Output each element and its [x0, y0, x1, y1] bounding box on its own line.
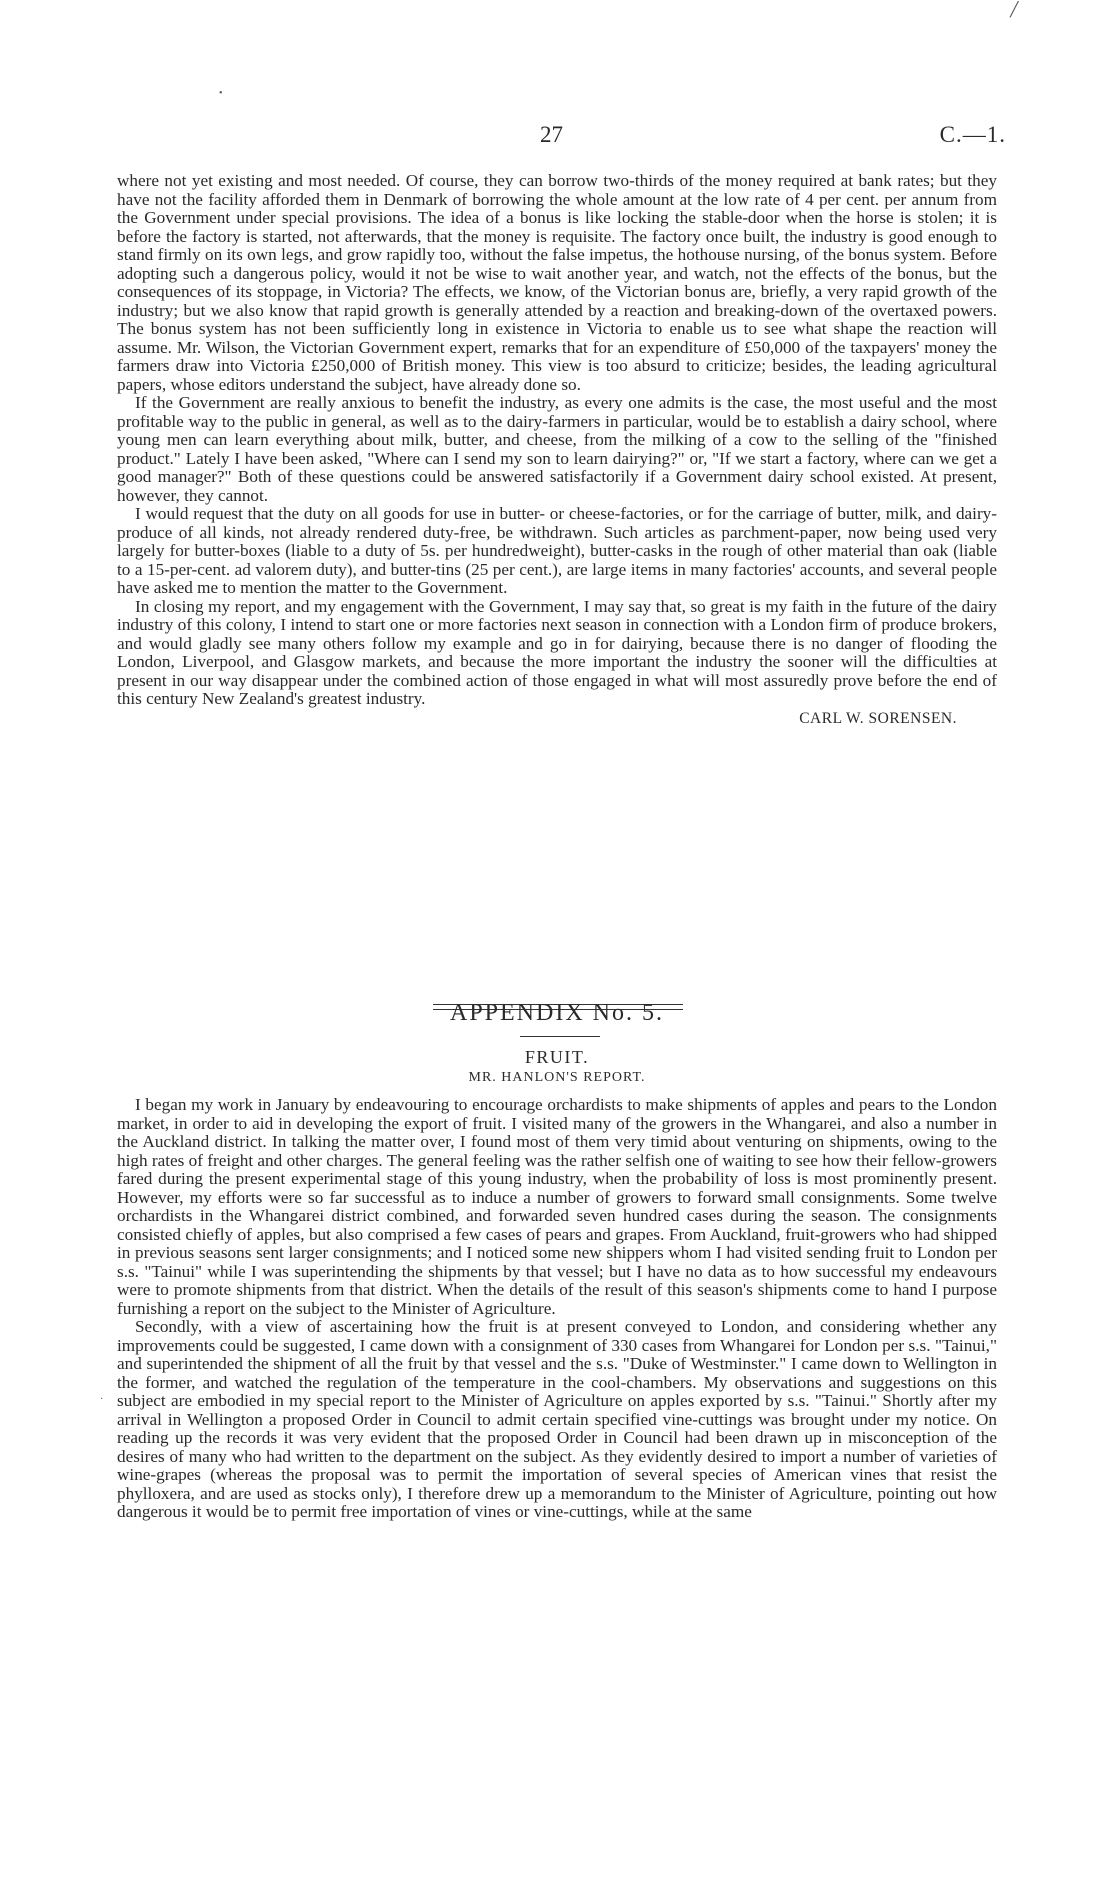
report-title: MR. HANLON'S REPORT. [468, 1070, 646, 1085]
paragraph: Secondly, with a view of ascertaining how the fruit is at present conveyed to London, and considering whether any improvements could be suggested, I came down with a consignment of 330 cases from Whangarei for London per s.s. "Tainui," and superintended the shipment of all the fruit by that vessel and the s.s. "Duke of Westminster." I came down to Wellington in the former, and watched the regulation of the temperature in the cool-chambers. My observations and suggestions on this subject are embodied in my special report to the Minister of Agriculture on apples exported by s.s. "Tainui." Shortly after my arrival in Wellington a proposed Order in Council to admit certain specified vine-cuttings was brought under my notice. On reading up the records it was very evident that the proposed Order in Council had been drawn up in misconception of the desires of many who had written to the department on the subject. As they evidently desired to import a number of varieties of wine-grapes (whereas the proposal was to permit the importation of several species of American vines that resist the phylloxera, and are used as stocks only), I therefore drew up a memorandum to the Minister of Agriculture, pointing out how dangerous it would be to permit free importation of vines or vine-cuttings, while at the same [117, 1317, 997, 1521]
paragraph: In closing my report, and my engagement with the Government, I may say that, so great is my faith in the future of the dairy industry of this colony, I intend to start one or more factories next season in connection with a London firm of produce brokers, and would gladly see many others follow my example and go in for dairying, because there is no danger of flooding the London, Liverpool, and Glasgow markets, and because the more important the industry the sooner will the difficulties at present in our way disappear under the combined action of those engaged in what will most assuredly prove before the end of this century New Zealand's greatest industry. [117, 596, 997, 708]
paragraph: If the Government are really anxious to benefit the industry, as every one admits is the case, the most useful and the most profitable way to the public in general, as well as to the dairy-farmers in particular, would be to establish a dairy school, where young men can learn everything about milk, butter, and cheese, from the milking of a cow to the selling of the "finished product." Lately I have been asked, "Where can I send my son to learn dairying?" or, "If we start a factory, where can we get a good manager?" Both of these questions could be answered satisfactorily if a Government dairy school existed. At present, however, they cannot. [117, 393, 997, 505]
scan-dot-icon: · [100, 1394, 104, 1405]
report-body-fruit [117, 1096, 997, 1522]
page-number: 27 [540, 122, 563, 147]
page-header [0, 122, 1114, 152]
report-body-dairy [117, 172, 997, 728]
signature: CARL W. SORENSEN. [799, 709, 957, 727]
paragraph: I began my work in January by endeavouring to encourage orchardists to make shipments of apples and pears to the London market, in order to aid in developing the export of fruit. I visited many of the growers in the Whangarei, and also a number in the Auckland district. In talking the matter over, I found most of them very timid about venturing on shipments, owing to the high rates of freight and other charges. The general feeling was the rather selfish one of waiting to see how their fellow-growers fared during the present experimental stage of this young industry, when the probability of loss is most prominently present. However, my efforts were so far successful as to induce a number of growers to forward small consignments. Some twelve orchardists in the Whangarei district combined, and forwarded seven hundred cases during the season. The consignments consisted chiefly of apples, but also comprised a few cases of pears and grapes. From Auckland, fruit-growers who had shipped in previous seasons sent larger consignments; and I noticed some new shippers whom I had visited sending fruit to London per s.s. "Tainui" while I was superintending the shipments by that vessel; but I have no data as to how successful my endeavours were to promote shipments from that district. When the details of the result of this season's shipments come to hand I purpose furnishing a report on the subject to the Minister of Agriculture. [117, 1095, 997, 1318]
paragraph: where not yet existing and most needed. Of course, they can borrow two-thirds of the money required at bank rates; but they have not the facility afforded them in Denmark of borrowing the whole amount at the low rate of 4 per cent. per annum from the Government under special provisions. The idea of a bonus is like locking the stable-door when the horse is stolen; it is before the factory is started, not afterwards, that the money is requisite. The factory once built, the industry is good enough to stand firmly on its own legs, and grow rapidly too, without the false impetus, the hothouse nursing, of the bonus system. Before adopting such a dangerous policy, would it not be wise to wait another year, and watch, not the effects of the bonus, but the consequences of its stoppage, in Victoria? The effects, we know, of the Victorian bonus are, briefly, a very rapid growth of the industry; but we also know that rapid growth is generally attended by a reaction and breaking-down of the overtaxed powers. The bonus system has not been sufficiently long in existence in Victoria to enable us to see what shape the reaction will assume. Mr. Wilson, the Victorian Government expert, remarks that for an expenditure of £50,000 of the taxpayers' money the farmers draw into Victoria £250,000 of British money. This view is too absurd to criticize; besides, the leading agricultural papers, whose editors understand the subject, have already done so. [117, 171, 997, 394]
scan-dot-icon: • [219, 88, 223, 99]
document-reference: C.—1. [939, 122, 1006, 147]
appendix-title: APPENDIX No. 5. [449, 1000, 664, 1026]
paragraph: I would request that the duty on all goods for use in butter- or cheese-factories, or for the carriage of butter, milk, and dairy-produce of all kinds, not already rendered duty-free, be withdrawn. Such articles as parchment-paper, now being used very largely for butter-boxes (liable to a duty of 5s. per hundredweight), butter-casks in the rough of other material than oak (liable to a 15-per-cent. ad valorem duty), and butter-tins (25 per cent.), are large items in many factories' accounts, and several people have asked me to mention the matter to the Government. [117, 504, 997, 597]
title-rule [520, 1036, 600, 1037]
section-title: FRUIT. [524, 1047, 590, 1067]
scan-mark-icon: ╱ [1010, 3, 1019, 18]
